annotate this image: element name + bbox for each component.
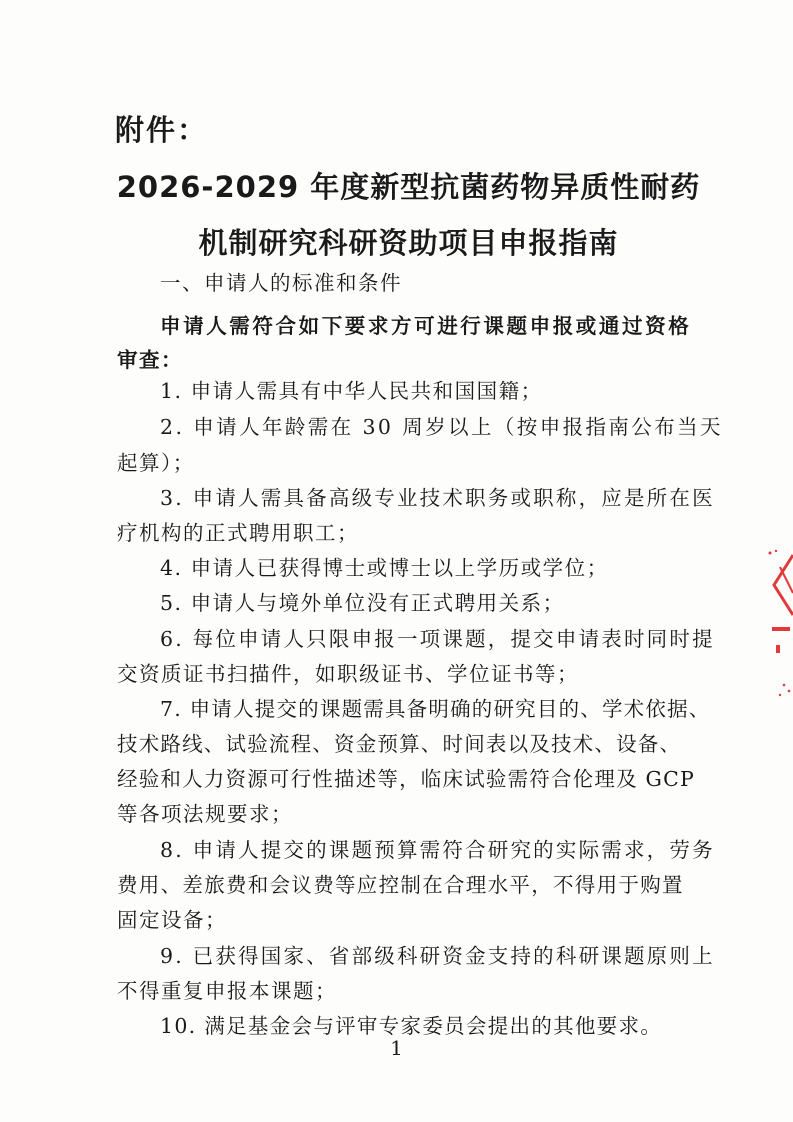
item-9-line-2: 不得重复申报本课题； bbox=[117, 979, 337, 1003]
intro-line-1: 申请人需符合如下要求方可进行课题申报或通过资格 bbox=[160, 314, 692, 338]
item-8-line-1: 8. 申请人提交的课题预算需符合研究的实际需求，劳务 bbox=[160, 838, 715, 862]
item-5-line-1: 5. 申请人与境外单位没有正式聘用关系； bbox=[160, 591, 565, 615]
item-3-line-1: 3. 申请人需具备高级专业技术职务或职称，应是所在医 bbox=[160, 486, 715, 510]
item-7-line-1: 7. 申请人提交的课题需具备明确的研究目的、学术依据、 bbox=[160, 697, 711, 721]
item-7-line-3: 经验和人力资源可行性描述等，临床试验需符合伦理及 GCP bbox=[117, 767, 695, 791]
item-8-line-2: 费用、差旅费和会议费等应控制在合理水平，不得用于购置 bbox=[117, 873, 684, 897]
item-7-line-4: 等各项法规要求； bbox=[117, 802, 293, 826]
title-line-1: 2026-2029 年度新型抗菌药物异质性耐药 bbox=[116, 170, 701, 204]
item-6-line-2: 交资质证书扫描件，如职级证书、学位证书等； bbox=[117, 662, 579, 686]
item-2-line-2: 起算）； bbox=[117, 451, 195, 475]
item-3-line-2: 疗机构的正式聘用职工； bbox=[117, 521, 359, 545]
item-8-line-3: 固定设备； bbox=[117, 908, 227, 932]
item-6-line-1: 6. 每位申请人只限申报一项课题，提交申请表时同时提 bbox=[160, 627, 715, 651]
item-7-line-2: 技术路线、试验流程、资金预算、时间表以及技术、设备、 bbox=[117, 732, 682, 756]
section-heading: 一、申请人的标准和条件 bbox=[160, 271, 402, 295]
seal-stamp bbox=[762, 545, 793, 715]
item-2-line-1: 2. 申请人年龄需在 30 周岁以上（按申报指南公布当天 bbox=[160, 415, 723, 439]
title-line-2: 机制研究科研资助项目申报指南 bbox=[198, 226, 619, 260]
item-1-line-1: 1. 申请人需具有中华人民共和国国籍； bbox=[160, 379, 543, 403]
attachment-label: 附件： bbox=[115, 113, 209, 147]
item-9-line-1: 9. 已获得国家、省部级科研资金支持的科研课题原则上 bbox=[160, 944, 715, 968]
intro-line-2: 审查： bbox=[117, 348, 183, 372]
item-10-line-1: 10. 满足基金会与评审专家委员会提出的其他要求。 bbox=[160, 1014, 663, 1038]
page-number: 1 bbox=[390, 1036, 403, 1060]
item-4-line-1: 4. 申请人已获得博士或博士以上学历或学位； bbox=[160, 556, 609, 580]
